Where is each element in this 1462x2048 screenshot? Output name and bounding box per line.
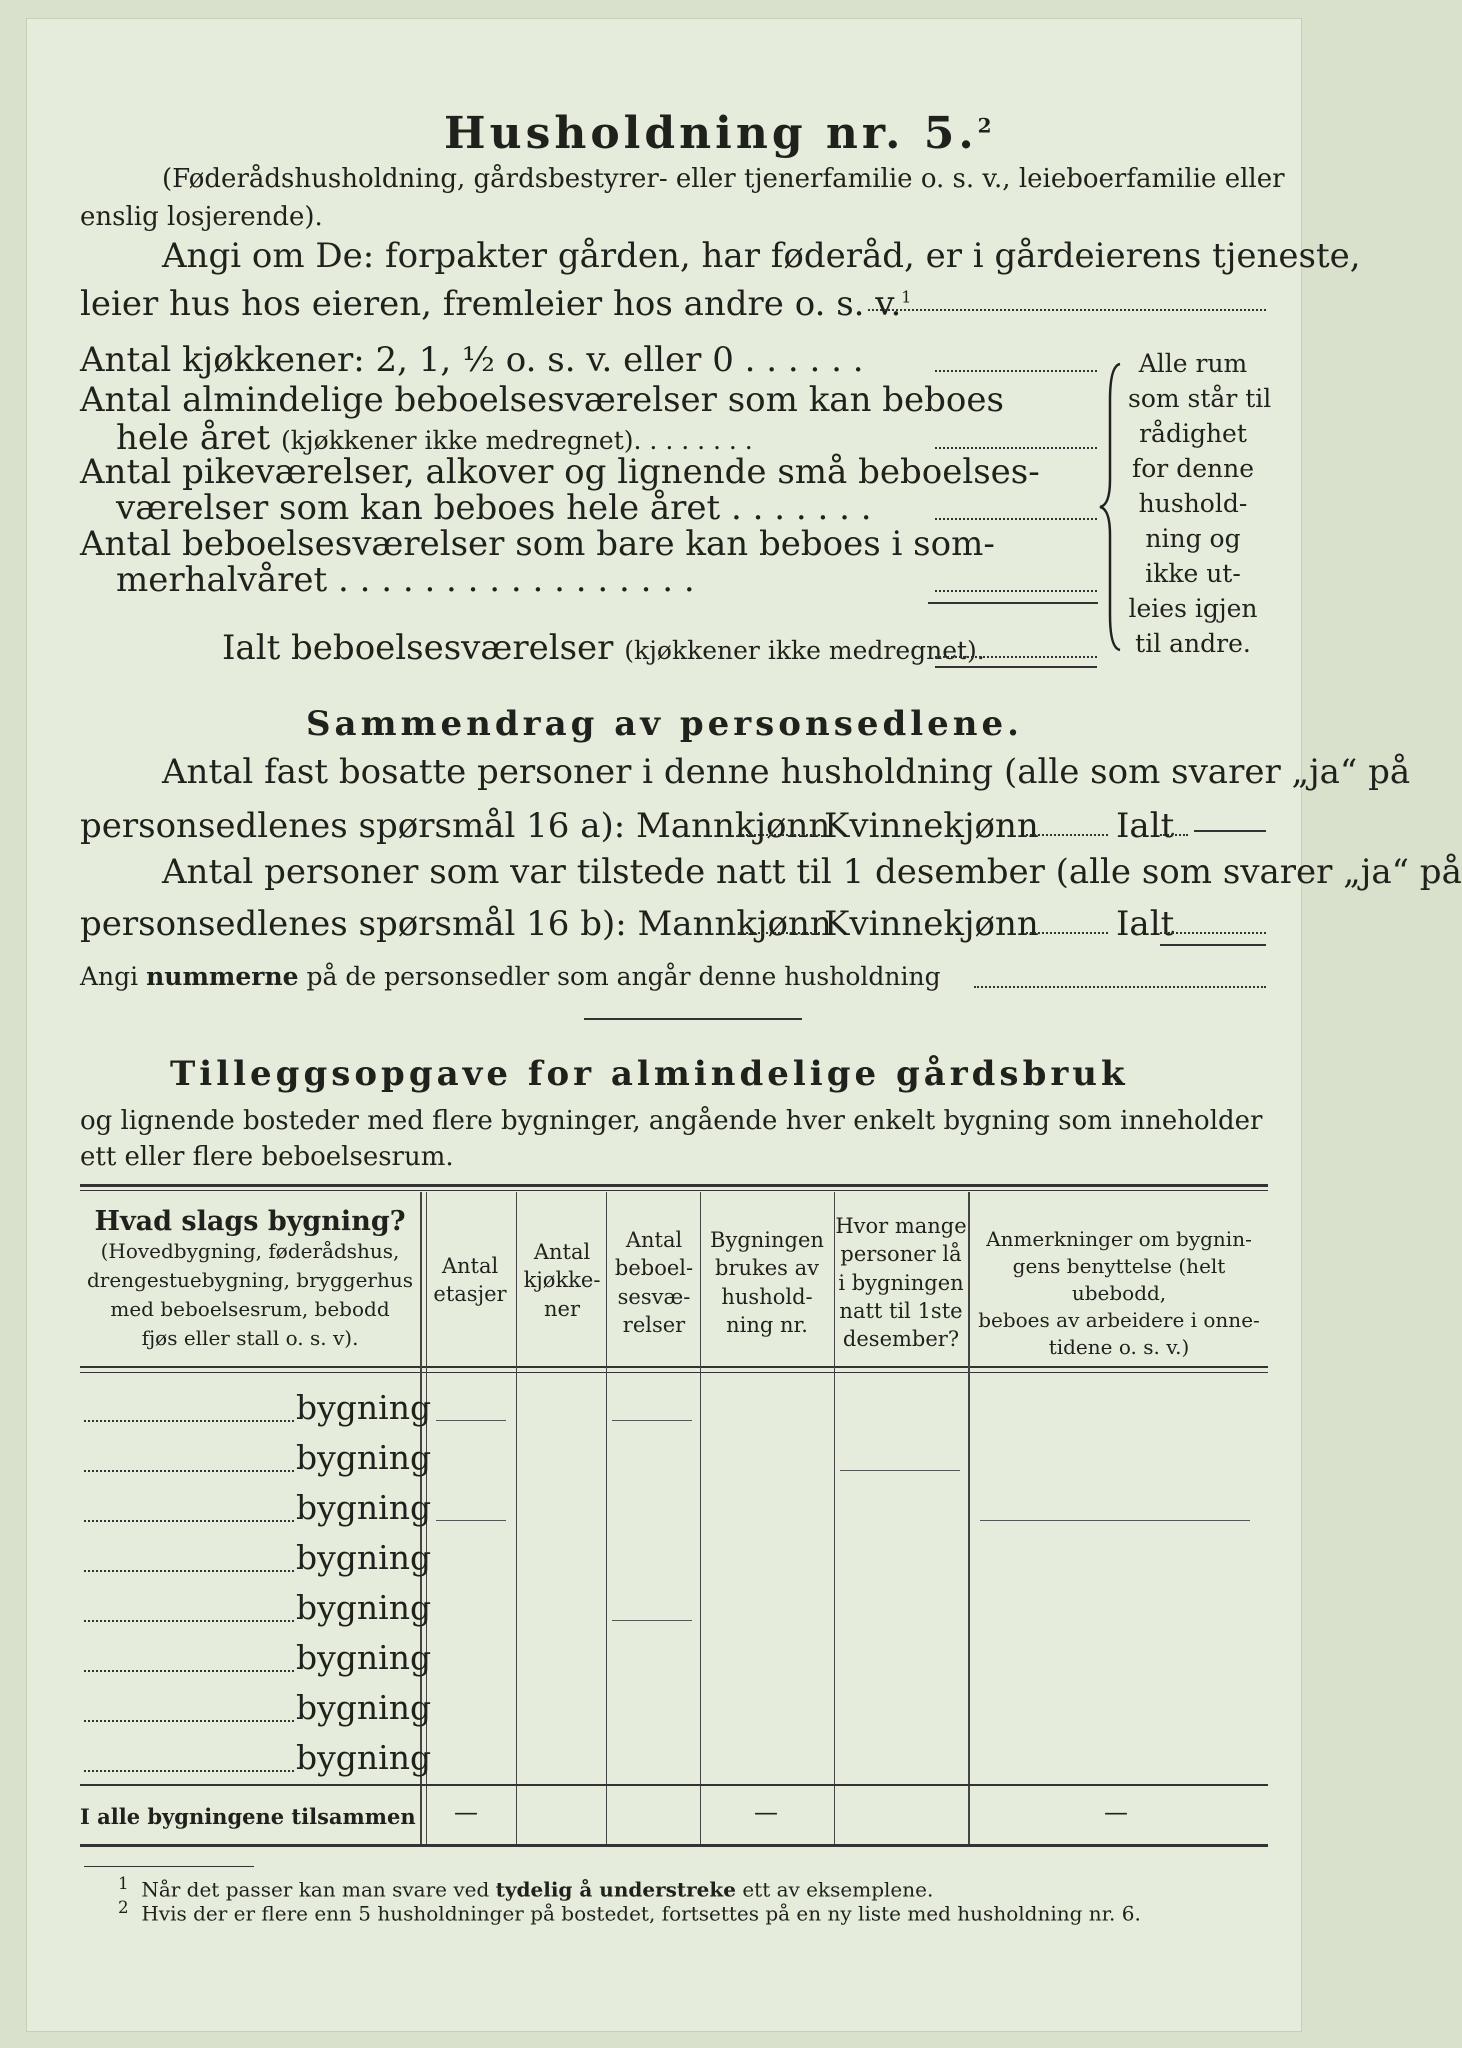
section-divider xyxy=(584,1018,802,1020)
cell-dash xyxy=(436,1520,506,1521)
fast-ialt-label: Ialt xyxy=(1116,806,1175,846)
rooms-q2-line-b: hele året (kjøkkener ikke medregnet). . . . . . . . xyxy=(116,418,753,458)
table-header-border-inner xyxy=(80,1372,1268,1373)
rooms-sum-line xyxy=(928,602,1098,604)
row-label: bygning xyxy=(296,1588,432,1627)
rooms-total-answer[interactable] xyxy=(935,656,1097,658)
row-label: bygning xyxy=(296,1438,432,1477)
angi-nummerne: Angi nummerne på de personsedler som angår denne husholdning xyxy=(80,962,941,991)
summary-p2-line-b: personsedlenes spørsmål 16 b): Mannkjønn xyxy=(80,904,832,944)
footnote-1: $^1$ Når det passer kan man svare ved tydelig å understreke ett av eksemplene. xyxy=(118,1874,934,1902)
fast-ialt-answer[interactable] xyxy=(1160,834,1188,836)
col-divider-3 xyxy=(606,1192,607,1844)
footnote-2: $^2$ Hvis der er flere enn 5 husholdninger på bostedet, fortsettes på en ny liste med husholdning nr. 6. xyxy=(118,1898,1141,1926)
row-type-answer[interactable] xyxy=(84,1470,294,1472)
side-note: Alle rum som står til rådighet for denne hushold- ning og ikke ut- leies igjen til andre. xyxy=(1128,349,1272,658)
row-label: bygning xyxy=(296,1388,432,1427)
rooms-q3-line-b: værelser som kan beboes hele året . . . . . . . xyxy=(116,488,872,528)
angi-answer-line[interactable] xyxy=(868,309,1266,311)
total-row-label: I alle bygningene tilsammen xyxy=(80,1804,416,1829)
tilstede-kvinne-label: Kvinnekjønn xyxy=(824,904,1039,944)
fast-mann-answer[interactable] xyxy=(738,834,820,836)
tilstede-ialt-underline xyxy=(1160,944,1266,946)
rooms-total-underline xyxy=(935,666,1097,668)
total-used-by: — xyxy=(754,1798,778,1826)
cell-dash xyxy=(980,1520,1250,1521)
row-label: bygning xyxy=(296,1738,432,1777)
extra-line-1: og lignende bosteder med flere bygninger, angående hver enkelt bygning som inneholder xyxy=(80,1106,1263,1136)
col-header-rooms: Antal beboel- sesvæ- relser xyxy=(614,1228,694,1338)
rooms-q2-answer[interactable] xyxy=(935,447,1097,449)
rooms-q4-line-b: merhalvåret . . . . . . . . . . . . . . . . . xyxy=(116,560,695,600)
fast-kvinne-answer[interactable] xyxy=(1026,834,1108,836)
fast-ialt-underline xyxy=(1194,830,1266,832)
tilstede-ialt-answer[interactable] xyxy=(1160,932,1266,934)
table-top-border-inner xyxy=(80,1190,1268,1191)
extra-line-2: ett eller flere beboelsesrum. xyxy=(80,1142,454,1172)
row-label: bygning xyxy=(296,1638,432,1677)
rooms-q4-answer[interactable] xyxy=(935,590,1097,592)
summary-title: Sammendrag av personsedlene. xyxy=(306,704,1023,744)
tilstede-mann-answer[interactable] xyxy=(738,932,820,934)
row-type-answer[interactable] xyxy=(84,1720,294,1722)
table-header-border xyxy=(80,1366,1268,1368)
brace-icon xyxy=(1098,360,1128,654)
rooms-q3-line-a: Antal pikeværelser, alkover og lignende små beboelses- xyxy=(80,452,1040,492)
row-type-answer[interactable] xyxy=(84,1620,294,1622)
summary-p1-line-a: Antal fast bosatte personer i denne husholdning (alle som svarer „ja“ på xyxy=(162,752,1411,792)
col-header-persons: Hvor mange personer lå i bygningen natt til 1ste desember? xyxy=(835,1214,967,1352)
intro-line-2: enslig losjerende). xyxy=(80,202,323,232)
col-divider-6 xyxy=(968,1192,970,1844)
table-top-border xyxy=(80,1184,1268,1187)
col-header-building-type: Hvad slags bygning? (Hovedbygning, føderådshus, drengestuebygning, bryggerhus med beboelsesrum, bebodd fjøs eller stall o. s. v). xyxy=(86,1206,413,1350)
row-label: bygning xyxy=(296,1538,432,1577)
kitchens-answer[interactable] xyxy=(935,370,1097,372)
extra-title: Tilleggsopgave for almindelige gårdsbruk xyxy=(170,1054,1129,1094)
row-type-answer[interactable] xyxy=(84,1520,294,1522)
col-divider-2 xyxy=(516,1192,517,1844)
table-total-border xyxy=(80,1784,1268,1786)
col-divider-5 xyxy=(834,1192,835,1844)
col-divider-4 xyxy=(700,1192,701,1844)
row-type-answer[interactable] xyxy=(84,1770,294,1772)
row-label: bygning xyxy=(296,1688,432,1727)
col-header-remarks: Anmerkninger om bygnin- gens benyttelse (helt ubebodd, beboes av arbeidere i onne- tidene o. s. v.) xyxy=(978,1227,1260,1359)
footnote-rule xyxy=(84,1866,254,1867)
col-header-used-by: Bygningen brukes av hushold- ning nr. xyxy=(710,1228,824,1338)
col-header-kitchens: Antal kjøkke- ner xyxy=(523,1240,601,1321)
kitchens-question: Antal kjøkkener: 2, 1, ½ o. s. v. eller 0 . . . . . . xyxy=(80,340,864,380)
total-remarks: — xyxy=(1104,1798,1128,1826)
summary-p2-line-a: Antal personer som var tilstede natt til 1 desember (alle som svarer „ja“ på xyxy=(162,852,1462,892)
angi-line-1: Angi om De: forpakter gården, har føderåd, er i gårdeierens tjeneste, xyxy=(162,236,1361,276)
page-title: Husholdning nr. 5.$^2$ xyxy=(444,108,992,159)
rooms-q4-line-a: Antal beboelsesværelser som bare kan beboes i som- xyxy=(80,524,995,564)
summary-p1-line-b: personsedlenes spørsmål 16 a): Mannkjønn xyxy=(80,806,831,846)
tilstede-kvinne-answer[interactable] xyxy=(1026,932,1108,934)
row-type-answer[interactable] xyxy=(84,1420,294,1422)
total-floors: — xyxy=(454,1798,478,1826)
cell-dash xyxy=(840,1470,960,1471)
col-header-floors: Antal etasjer xyxy=(433,1254,507,1307)
angi-line-2: leier hus hos eieren, fremleier hos andre o. s. v.$^1$ xyxy=(80,284,912,324)
intro-line-1: (Føderådshusholdning, gårdsbestyrer- eller tjenerfamilie o. s. v., leieboerfamilie eller xyxy=(162,164,1285,194)
fast-kvinne-label: Kvinnekjønn xyxy=(824,806,1039,846)
cell-dash xyxy=(612,1620,692,1621)
rooms-total-label: Ialt beboelsesværelser (kjøkkener ikke medregnet). xyxy=(222,628,985,668)
nummerne-answer[interactable] xyxy=(974,986,1266,988)
table-bottom-border xyxy=(80,1844,1268,1847)
row-type-answer[interactable] xyxy=(84,1670,294,1672)
rooms-q2-line-a: Antal almindelige beboelsesværelser som kan beboes xyxy=(80,380,1004,420)
row-label: bygning xyxy=(296,1488,432,1527)
tilstede-ialt-label: Ialt xyxy=(1116,904,1175,944)
cell-dash xyxy=(612,1420,692,1421)
rooms-q3-answer[interactable] xyxy=(935,518,1097,520)
row-type-answer[interactable] xyxy=(84,1570,294,1572)
cell-dash xyxy=(436,1420,506,1421)
